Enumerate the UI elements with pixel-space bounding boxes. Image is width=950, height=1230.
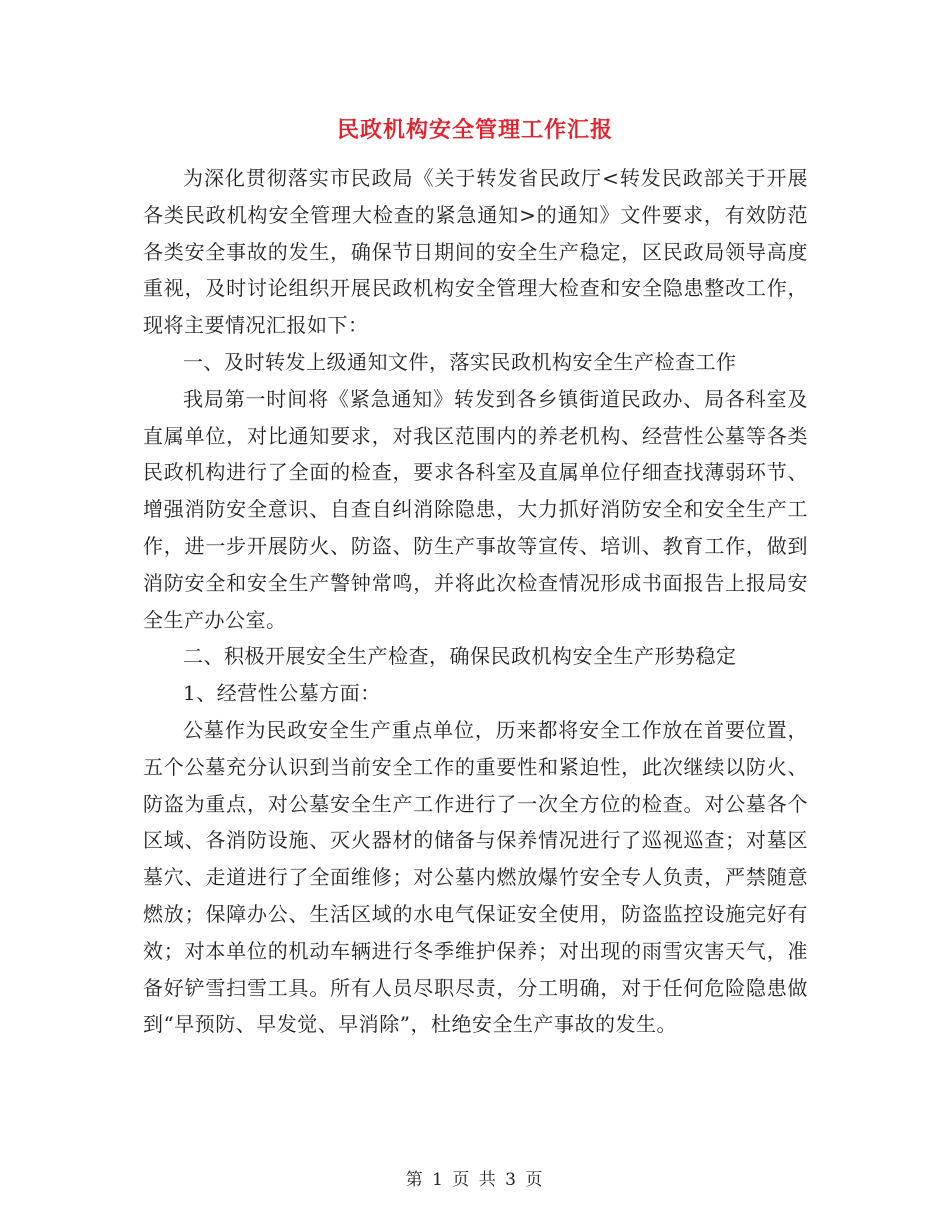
subsection-1-paragraph: 公墓作为民政安全生产重点单位，历来都将安全工作放在首要位置，五个公墓充分认识到当前安全工作的重要性和紧迫性，此次继续以防火、防盗为重点，对公墓安全生产工作进行了一次全方位的检查。对公墓各个区域、各消防设施、灭火器材的储备与保养情况进行了巡视巡查；对墓区墓穴、走道进行了全面维修；对公墓内燃放爆竹安全专人负责，严禁随意燃放；保障办公、生活区域的水电气保证安全使用，防盗监控设施完好有效；对本单位的机动车辆进行冬季维护保养；对出现的雨雪灾害天气，准备好铲雪扫雪工具。所有人员尽职尽责，分工明确，对于任何危险隐患做到“早预防、早发觉、早消除”，杜绝安全生产事故的发生。	[143, 717, 808, 1037]
document-body	[143, 160, 808, 1043]
subsection-heading-1: 1、经营性公墓方面：	[183, 681, 381, 706]
section-heading-2: 二、积极开展安全生产检查，确保民政机构安全生产形势稳定	[183, 644, 737, 669]
intro-paragraph: 为深化贯彻落实市民政局《关于转发省民政厅<转发民政部关于开展各类民政机构安全管理大检查的紧急通知>的通知》文件要求，有效防范各类安全事故的发生，确保节日期间的安全生产稳定，区民政局领导高度重视，及时讨论组织开展民政机构安全管理大检查和安全隐患整改工作，现将主要情况汇报如下：	[143, 166, 808, 338]
document-title: 民政机构安全管理工作汇报	[336, 117, 613, 143]
section-1-paragraph: 我局第一时间将《紧急通知》转发到各乡镇街道民政办、局各科室及直属单位，对比通知要求，对我区范围内的养老机构、经营性公墓等各类民政机构进行了全面的检查，要求各科室及直属单位仔细查找薄弱环节、增强消防安全意识、自查自纠消除隐患，大力抓好消防安全和安全生产工作，进一步开展防火、防盗、防生产事故等宣传、培训、教育工作，做到消防安全和安全生产警钟常鸣，并将此次检查情况形成书面报告上报局安全生产办公室。	[143, 386, 808, 632]
section-heading-1: 一、及时转发上级通知文件，落实民政机构安全生产检查工作	[183, 349, 737, 374]
page-footer: 第 1 页 共 3 页	[405, 1170, 545, 1190]
